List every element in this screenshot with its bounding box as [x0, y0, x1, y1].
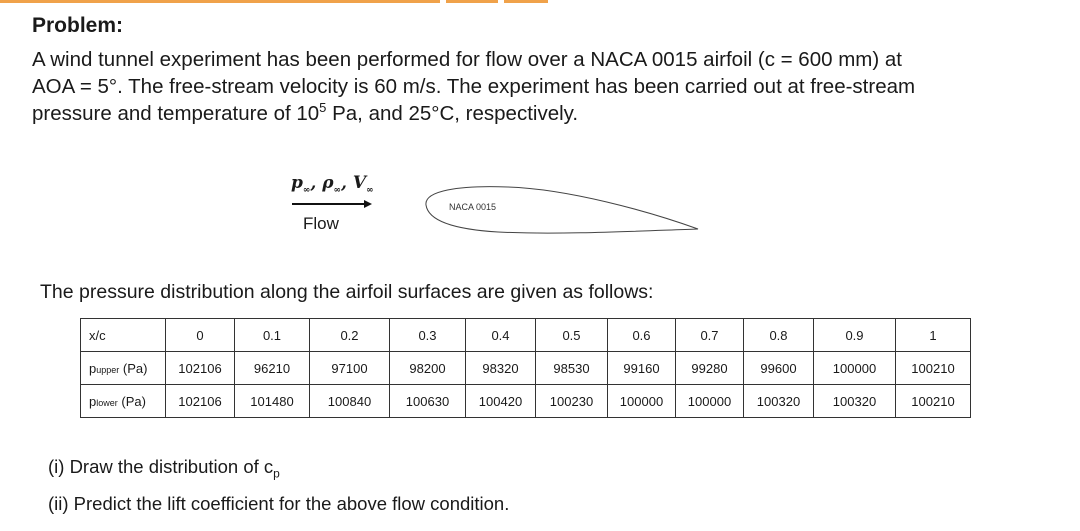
table-cell: 98530	[536, 352, 608, 385]
table-cell: 0.8	[744, 319, 814, 352]
table-cell: 99160	[608, 352, 676, 385]
table-cell: 97100	[310, 352, 390, 385]
airfoil-label: NACA 0015	[449, 202, 497, 212]
table-cell: 100630	[390, 385, 466, 418]
pressure-distribution-table	[80, 318, 971, 418]
problem-line-2: AOA = 5°. The free-stream velocity is 60 m/s. The experiment has been carried out at free-stream	[32, 75, 916, 98]
table-cell: 99280	[676, 352, 744, 385]
table-cell: 100000	[814, 352, 896, 385]
header-rule	[504, 0, 548, 3]
table-cell: 0.2	[310, 319, 390, 352]
table-intro: The pressure distribution along the airfoil surfaces are given as follows:	[40, 281, 654, 303]
table-cell: 0.7	[676, 319, 744, 352]
table-cell: 96210	[235, 352, 310, 385]
table-header-pupper: pupper (Pa)	[81, 352, 166, 385]
table-cell: 0.6	[608, 319, 676, 352]
table-cell: 0	[166, 319, 235, 352]
flow-label: Flow	[303, 214, 339, 233]
airfoil-figure	[280, 165, 720, 245]
table-cell: 100840	[310, 385, 390, 418]
freestream-properties: $p_\infty$, $\rho_\infty$, $V_\infty$	[291, 173, 374, 196]
airfoil-shape	[418, 183, 703, 241]
table-row	[81, 319, 971, 352]
table-cell: 0.3	[390, 319, 466, 352]
table-cell: 100000	[676, 385, 744, 418]
table-cell: 102106	[166, 352, 235, 385]
problem-line-3: pressure and temperature of $10^5$ Pa, and 25°C, respectively.	[32, 100, 579, 125]
table-cell: 1	[896, 319, 971, 352]
table-cell: 100230	[536, 385, 608, 418]
table-cell: 99600	[744, 352, 814, 385]
table-cell: 100320	[744, 385, 814, 418]
table-row	[81, 352, 971, 385]
table-cell: 0.1	[235, 319, 310, 352]
table-cell: 0.5	[536, 319, 608, 352]
table-cell: 101480	[235, 385, 310, 418]
flow-arrow-icon	[292, 199, 372, 209]
header-rule	[446, 0, 498, 3]
question-1: (i) Draw the distribution of $c_p$	[48, 456, 280, 481]
table-cell: 100000	[608, 385, 676, 418]
table-cell: 100420	[466, 385, 536, 418]
header-rule	[0, 0, 440, 3]
table-header-xc: x/c	[81, 319, 166, 352]
question-2: (ii) Predict the lift coefficient for the above flow condition.	[48, 493, 510, 514]
table-row	[81, 385, 971, 418]
table-header-plower: plower (Pa)	[81, 385, 166, 418]
table-cell: 102106	[166, 385, 235, 418]
table-cell: 98200	[390, 352, 466, 385]
problem-statement	[32, 46, 1042, 127]
problem-heading: Problem:	[32, 14, 124, 37]
problem-line-1: A wind tunnel experiment has been performed for flow over a NACA 0015 airfoil (c = 600 mm) at	[32, 48, 902, 71]
table-cell: 100320	[814, 385, 896, 418]
table-cell: 0.4	[466, 319, 536, 352]
table-cell: 98320	[466, 352, 536, 385]
table-cell: 0.9	[814, 319, 896, 352]
table-cell: 100210	[896, 385, 971, 418]
table-cell: 100210	[896, 352, 971, 385]
